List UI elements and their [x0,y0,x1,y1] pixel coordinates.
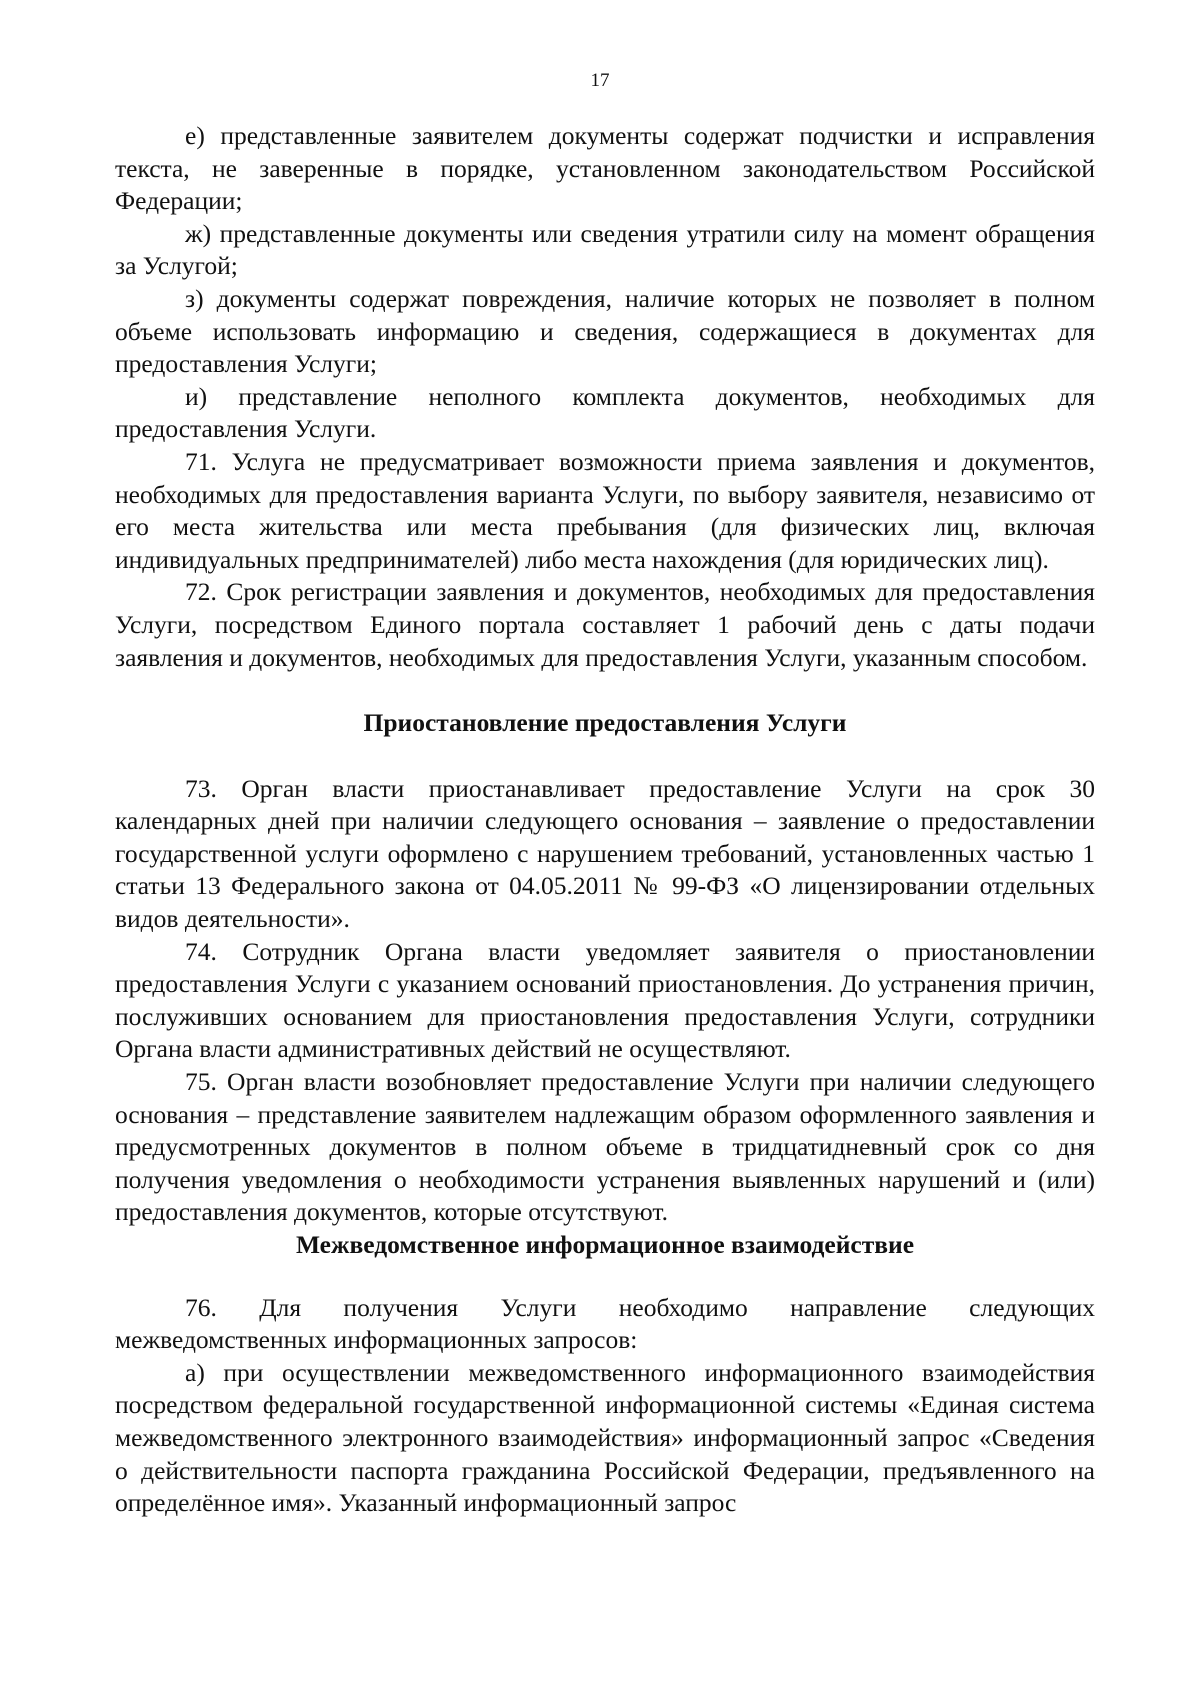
section-heading-suspension: Приостановление предоставления Услуги [363,708,847,738]
document-body [115,120,1095,1520]
section-spacer [115,740,1095,773]
paragraph-item-i: и) представление неполного комплекта документов, необходимых для предоставления Услуги. [115,381,1095,444]
section-heading-interagency: Межведомственное информационное взаимодействие [295,1230,915,1259]
paragraph-item-z: з) документы содержат повреждения, наличие которых не позволяет в полном объеме использовать информацию и сведения, содержащиеся в документах для предоставления Услуги; [115,283,1095,379]
paragraph-76-a: а) при осуществлении межведомственного информационного взаимодействия посредством федеральной государственной информационной системы «Единая система межведомственного электронного взаимодействия» информационный запрос «Сведения о действительности паспорта гражданина Российской Федерации, предъявленного на определённое имя». Указанный информационный запрос [115,1357,1095,1518]
paragraph-73: 73. Орган власти приостанавливает предоставление Услуги на срок 30 календарных дней при наличии следующего основания – заявление о предоставлении государственной услуги оформлено с нарушением требований, установленных частью 1 статьи 13 Федерального закона от 04.05.2011 № 99-ФЗ «О лицензировании отдельных видов деятельности». [115,773,1095,934]
paragraph-75: 75. Орган власти возобновляет предоставление Услуги при наличии следующего основания – представление заявителем надлежащим образом оформленного заявления и предусмотренных документов в полном объеме в тридцатидневный срок со дня получения уведомления о необходимости устранения выявленных нарушений и (или) предоставления документов, которые отсутствуют. [115,1067,1095,1227]
paragraph-72: 72. Срок регистрации заявления и документов, необходимых для предоставления Услуги, посредством Единого портала составляет 1 рабочий день с даты подачи заявления и документов, необходимых для предоставления Услуги, указанным способом. [115,577,1095,672]
paragraph-76: 76. Для получения Услуги необходимо направление следующих межведомственных информационных запросов: [115,1292,1095,1355]
page-number: 17 [590,70,610,91]
paragraph-74: 74. Сотрудник Органа власти уведомляет заявителя о приостановлении предоставления Услуги с указанием оснований приостановления. До устранения причин, послуживших основанием для приостановления предоставления Услуги, сотрудники Органа власти административных действий не осуществляют. [115,936,1095,1064]
paragraph-item-zh: ж) представленные документы или сведения утратили силу на момент обращения за Услугой; [115,218,1095,281]
section-spacer [115,1262,1095,1292]
section-spacer [115,674,1095,707]
paragraph-71: 71. Услуга не предусматривает возможности приема заявления и документов, необходимых для предоставления варианта Услуги, по выбору заявителя, независимо от его места жительства или места пребывания (для физических лиц, включая индивидуальных предпринимателей) либо места нахождения (для юридических лиц). [115,446,1095,574]
paragraph-item-e: е) представленные заявителем документы содержат подчистки и исправления текста, не заверенные в порядке, установленном законодательством Российской Федерации; [115,121,1095,216]
